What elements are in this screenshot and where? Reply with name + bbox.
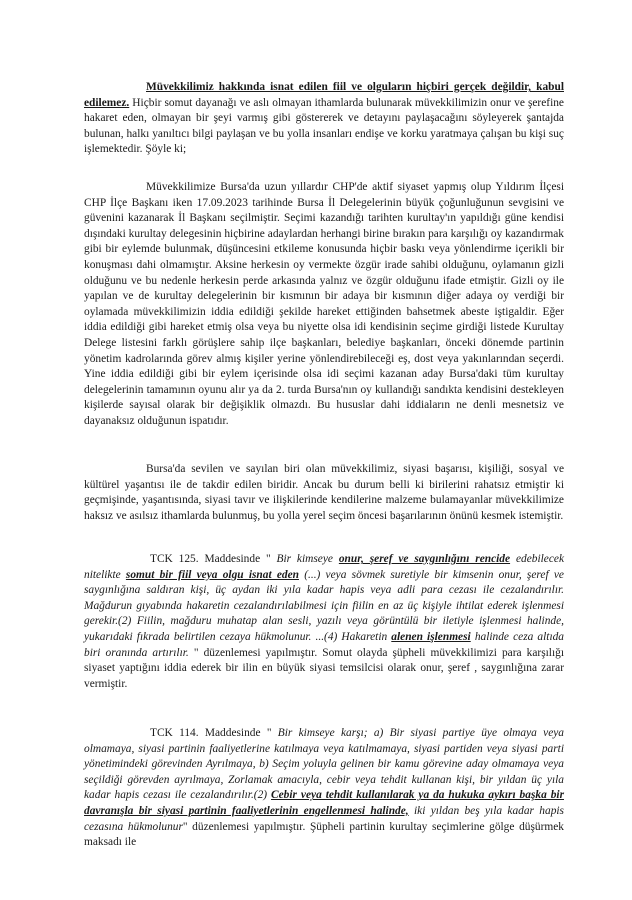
emphasized-law-text: alenen işlenmesi (391, 630, 471, 643)
paragraph-text: Hiçbir somut dayanağı ve aslı olmayan ithamlarda bulunarak müvekkilimizin onur ve şerefine hakaret eden, olmayan bir şeyi varmış gibi göstererek ve detayını paylaşacağını söyleyerek şantajda bulunan, halkı yanıltıcı bilgi paylaşan ve bu yolla insanları endişe ve korku yaratmaya çalışan bu kişi suç işlemektedir. Şöyle ki; (84, 96, 564, 156)
emphasized-law-text: onur, şeref ve saygınlığını rencide (338, 553, 511, 565)
paragraph-text: Bursa'da sevilen ve sayılan biri olan müvekkilimiz, siyasi başarısı, kişiliği, sosyal ve kültürel yaşantısı ile de takdir edilen biridir. Ancak bu durum belli ki birilerini rahatsız etmiştir ki geçmişinde, yaşantısında, siyasi tavır ve ilişkilerinde kendilerine malzeme bulamayanlar müvekkilimize haksız ve asılsız ithamlarda bulunmuş, bu yolla yerel seçim öncesi başarılarının önünü kesmek istemiştir. (84, 463, 564, 522)
quoted-law-text: Bir kimseye karşı; a) Bir siyasi partiye üye olmaya veya olmamaya, siyasi partinin faaliyetlerine katılmaya veya katılmamaya, siyasi partiden veya siyasi parti yönetimindeki görevinden Ayrılmaya, b) Seçim yoluyla gelinen bir kamu görevine aday olmamaya veya seçildiği görevden ayrılmaya, Zorlamak amacıyla, cebir veya tehdit kullanan kişi, bir yıldan üç yıla kadar hapis cezası ile cezalandırılır.(2) (84, 727, 565, 802)
quoted-law-text: halinde ceza altıda biri oranında artırılır. (84, 630, 565, 659)
bold-lead-statement: Müvekkilimiz hakkında isnat edilen fiil ve olguların hiçbiri gerçek değildir, kabul edilemez. (84, 81, 564, 109)
paragraph-text: " düzenlemesi yapılmıştır. Somut olayda şüpheli müvekkilimizi para karşılığı siyaset yaptığını iddia ederek bir ilin en büyük siyasi temsilcisi olarak onur, şeref , saygınlığına zarar vermiştir. (84, 646, 564, 690)
paragraph-background (84, 180, 564, 430)
quoted-law-text: (...) veya sövmek suretiyle bir kimsenin onur, şeref ve saygınlığına saldıran kişi, üç aydan iki yıla kadar hapis veya adli para cezası ile cezalandırılır. Mağdurun gıyabında hakaretin cezalandırılabilmesi için fiilin en az üç kişiyle ihtilat ederek işlenmesi gerekir.(2) Fiilin, mağduru muhatap alan sesli, yazılı veya görüntülü bir iletiyle işlenmesi halinde, yukarıdaki fıkrada belirtilen cezaya hükmolunur. ...(4) Hakaretin (84, 568, 564, 643)
paragraph-tck-125 (84, 552, 564, 692)
paragraph-tck-114 (84, 726, 564, 851)
paragraph-claims-denied (84, 80, 564, 158)
paragraph-reputation (84, 462, 564, 524)
quoted-law-text: Bir kimseye (276, 553, 339, 565)
quoted-law-text: iki yıldan beş yıla kadar hapis cezasına hükmolunur (84, 804, 564, 833)
law-reference: TCK 114. Maddesinde " (150, 727, 278, 739)
emphasized-law-text: Cebir veya tehdit kullanılarak ya da hukuka aykırı başka bir davranışla bir siyasi partinin faaliyetlerinin engellenmesi halinde, (84, 789, 564, 817)
paragraph-text: " düzenlemesi yapılmıştır. Şüpheli partinin kurultay seçimlerine gölge düşürmek maksadı ile (84, 820, 564, 849)
emphasized-law-text: somut bir fiil veya olgu isnat eden (125, 568, 299, 581)
law-reference: TCK 125. Maddesinde " (150, 553, 277, 565)
paragraph-text: Müvekkilimize Bursa'da uzun yıllardır CHP'de aktif siyaset yapmış olup Yıldırım İlçesi CHP İlçe Başkanı iken 17.09.2023 tarihinde Bursa İl Delegelerinin büyük çoğunluğunun sevgisini ve güvenini kazanarak İl Başkanı seçilmiştir. Seçimi kazandığı tarihten kurultay'ın yapıldığı güne kendisi dışındaki kurultay delegesinin hiçbirine adaylardan herhangi birine bırakın para karşılığı oy kazandırmak gibi bir eylemde bulunmak, düşüncesini etkileme konusunda hiçbir baskı veya yönlendirme içerikli bir konuşması dahi olmamıştır. Aksine herkesin oy vermekte özgür irade sahibi olduğunu, oylamanın gizli olduğunu ve bu nedenle herkesin perde arkasında yalnız ve özgür olduğunu ifade etmiştir. Gizli oy ile yapılan ve de kurultay delegelerinin bir kısmının bir adaya bir kısmının diğer adaya oy verdiği bir oylamada müvekkilimizin iddia edildiği şekilde hareket ettiğinden bahsetmek abeste iştigaldir. Eğer iddia edildiği gibi hareket etmiş olsa veya bu niyette olsa idi kendisinin seçime girdiği listede Kurultay Delege listesini farklı görüşlere sahip ilçe başkanları, belediye başkanları, önceki dönemde partinin yönetim kadrolarında görev almış kişiler yerine yönlendirebileceği eş, dost veya yakınlarından seçerdi. Yine iddia edildiği gibi bir eylem içerisinde olsa idi seçimi kazanan aday Bursa'daki tüm kurultay delegelerinin tamamının oyunu alır ya da 2. turda Bursa'nın oy kullandığı sandıkta kendisini destekleyen kişilerde sayısal olarak bir değişiklik olmazdı. Bu hususlar dahi iddiaların ne denli mesnetsiz ve dayanaksız olduğunun ispatıdır. (84, 181, 564, 427)
quoted-law-text: edebilecek nitelikte (84, 553, 564, 581)
